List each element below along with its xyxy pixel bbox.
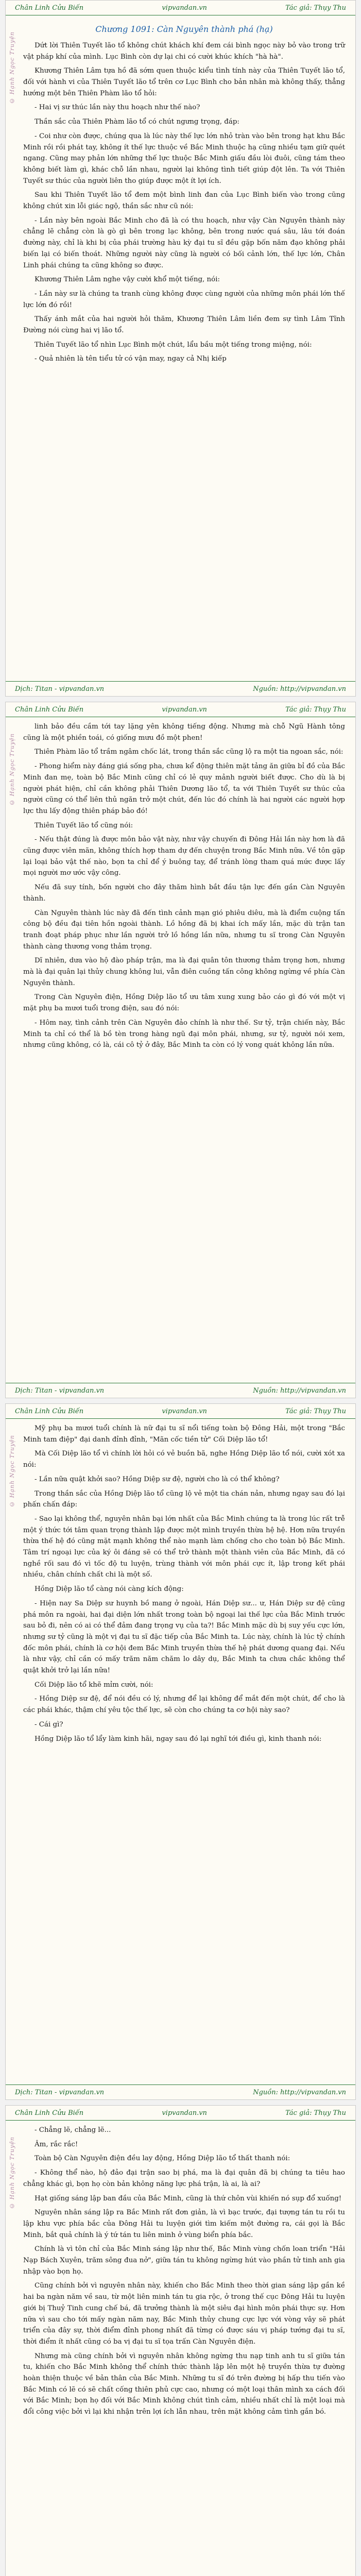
side-watermark: © Hạnh Ngọc Truyện xyxy=(9,2137,15,2209)
paragraph: linh bảo đều cầm tới tay lặng yên không tiếng động. Nhưng mà chỗ Ngũ Hành tông cũng là một phiền toái, có giống mưu đồ một phen! xyxy=(23,723,345,742)
header-author: Tác giả: Thụy Thu xyxy=(285,1407,346,1415)
paragraph: - Hồng Diệp sư đệ, để nói đều có lý, nhưng để lại không để mắt đến một chút, để cho là các phái khác, thậm chí yêu tộc thế lực, sẽ còn cho chúng ta cơ hội này sao? xyxy=(23,1695,345,1715)
paragraph: Chính là vì tôn chỉ của Bắc Minh sáng lập như thế, Bắc Minh vùng chốn loan triển "Hải Nạp Bách Xuyên, trăm sông đua nở", giữa tán tu không ngừng hút vào phần tử tinh anh gia nhập vào bọn họ. xyxy=(23,2245,345,2276)
header-novel-title: Chân Linh Cửu Biến xyxy=(15,705,84,714)
paragraph: Dĩ nhiên, dưa vào hộ đào pháp trận, ma là đại quân tôn thương thảm trọng hơn, nhưng mà là đại quân lại thủy chung không lui, vẫn điên cuồng tấn công không ngừng về phía Càn Nguyên thành. xyxy=(23,957,345,987)
page-block-3 xyxy=(5,1403,356,2100)
paragraph: Nếu đã suy tính, bốn người cho đây thăm hình bắt đầu tận lực đến gần Càn Nguyên thành. xyxy=(23,884,345,903)
page-header xyxy=(6,2106,355,2121)
paragraph: - Phong hiểm này đáng giá sống pha, chưa kể động thiên mặt tảng ăn giữa bỉ đồ của Bắc Minh đan mẹ, toàn bộ Bắc Minh cũng chỉ có lẻ quy mảnh người biết được. Cho dù là bị người phát hiện, chỉ cần không phải Thiên Dương lão tổ, ta với Thiên Tuyết sư thúc của người cũng có thể liên thủ ngăn trở một chút, đến lúc đó chính là hai người các người hợp lực thu lấy động thiên pháp bảo đó! xyxy=(23,762,345,815)
paragraph: - Sao lại không thể, nguyên nhân bại lớn nhất của Bắc Minh chúng ta là trong lúc rất trễ một ý thức tới tâm quan trọng thành lập được một mình truyền thừa hệ hệ. Hơn nữa truyền thừa thế hệ đó cũng mặt mạnh không thể nào mạnh làm chống cho cho toàn bộ Bắc Minh. Tâm trí ngoại lực của ký ôi đáng sẽ có thể trở thành một thành viên của Bắc Minh, đã có nghề rối sau đó vì tốc độ tu luyện, trùng thành với môn phái cực ít, lập trong kết phái nhiều, chân chính chất chi là một số. xyxy=(23,1515,345,1579)
paragraph: - Nếu thật đúng là được môn bảo vật này, như vậy chuyến đi Đông Hải lần này hơn là đã cũng được viên mãn, không thích hợp tham dự đến chuyện trong Bắc Minh nữa. Về tôn gặp lại loại bảo vật thế nào, bọn ta chỉ để ý buông tay, để tránh lòng tham quá mức được lấy mọi người mơ ước vậy công. xyxy=(23,836,345,877)
header-author: Tác giả: Thụy Thu xyxy=(285,2109,346,2117)
header-site: vipvandan.vn xyxy=(162,1407,207,1415)
page-header xyxy=(6,702,355,717)
paragraph: Khương Thiên Lâm tựa hồ đã sớm quen thuộc kiểu tình tính này của Thiên Tuyết lão tổ, đối với hành vi của Thiên Tuyết lão tổ trên cơ Lục Bình cho bản nhân mà không thấy, thẳng hướng một bên Thiên Phàm lão tổ hỏi: xyxy=(23,67,345,97)
paragraph: Thấy ánh mắt của hai người hỏi thăm, Khương Thiên Lâm liền đem sự tình Lâm Tĩnh Đường nói cùng hai vị lão tổ. xyxy=(23,315,345,335)
paragraph: Thiên Phàm lão tổ trầm ngâm chốc lát, trong thần sắc cũng lộ ra một tia ngoan sắc, nói: xyxy=(35,748,343,756)
page-header xyxy=(6,1,355,15)
paragraph: Nhưng mà cũng chính bởi vì nguyên nhân không ngừng thu nạp tinh anh tu sĩ giữa tán tu, khiến cho Bắc Minh không thể chính thức thành lập lên một hệ truyền thừa tự đường hoàn thiện thuộc về bản thân của Bắc Minh. Những tu sĩ đó trên đường bị hấp thu tiến vào Bắc Minh có lẽ có sẽ chất cống thiên phủ cực cao, nhưng có một loại thân mình xa cách đối với Bắc Minh; bọn họ đối với Bắc Minh không chút tình cảm, nhiều nhất chỉ là một loại mà đổi công việc bởi vì lại khi nhận trên lợi ích lẫn nhau, trên mặt không cảm tình gắn bó. xyxy=(23,2352,345,2416)
paragraph: - Chẳng lẽ, chẳng lẽ... xyxy=(35,2126,111,2134)
paragraph: Trong thần sắc của Hồng Diệp lão tổ cũng lộ vẻ một tia chán nản, nhưng ngay sau đó lại phấn chấn đáp: xyxy=(23,1489,345,1509)
paragraph: - Cái gì? xyxy=(35,1720,63,1728)
page-block-1 xyxy=(5,0,356,697)
footer-source: Nguồn: http://vipvandan.vn xyxy=(253,685,346,693)
side-watermark: © Hạnh Ngọc Truyện xyxy=(9,733,15,806)
footer-source: Nguồn: http://vipvandan.vn xyxy=(253,1386,346,1395)
side-watermark: © Hạnh Ngọc Truyện xyxy=(9,1435,15,1507)
paragraph: - Hôm nay, tình cảnh trên Càn Nguyên đảo chính là như thế. Sư tỷ, trận chiến này, Bắc Minh ta chỉ có thể là bồ tèn trong hàng ngũ đại môn phái, nhưng, sư tỷ, người nói xem, nhưng cũng không, có là, cái cô tỷ ở đây, Bắc Minh ta còn có lý vong quát không lần nữa. xyxy=(23,1019,345,1049)
paragraph: - Quả nhiên là tên tiểu tử có vận may, ngay cả Nhị kiếp xyxy=(35,355,227,363)
paragraph: - Hai vị sư thúc lần này thu hoạch như thế nào? xyxy=(35,104,200,112)
paragraph: Khương Thiên Lâm nghe vậy cười khổ một tiếng, nói: xyxy=(35,276,220,284)
header-novel-title: Chân Linh Cửu Biến xyxy=(15,2109,84,2117)
paragraph: Âm, rắc rắc! xyxy=(35,2140,78,2148)
paragraph: - Hiện nay Sa Diệp sư huynh bồ mang ở ngoài, Hán Diệp sư... ư, Hán Diệp sư đệ cũng phá môn ra ngoài, hai đại diện lớn nhất trong toàn bộ ngoại lai thế lực của Bắc Minh trước sau bỏ đi, nên có ai có thể đảm đang trọng vụ của ta?! Bắc Minh mặc dù bị suy yếu cực lớn, nhưng sư tỷ cũng là một vị đại tu sĩ đặc tiếp của Bắc Minh ta. Lúc này, chính là lúc tỷ chính đốc môn phái, chính là cơ hội đem Bắc Minh truyền thừa thế hệ phát dương quang đại. Nếu là như vậy, chỉ cần có mấy trăm năm chăm lo dây dụ, Bắc Minh ta chưa chắc không thể quật khởi trở lại lần nữa! xyxy=(23,1599,345,1675)
paragraph: Toàn bộ Càn Nguyên điện đều lay động, Hồng Diệp lão tổ thất thanh nói: xyxy=(35,2155,290,2163)
page-block-4 xyxy=(5,2105,356,2576)
page-content xyxy=(6,717,355,1059)
footer-translator: Dịch: Titan - vipvandan.vn xyxy=(15,685,105,693)
paragraph: Mà Cối Diệp lão tổ vì chính lời hỏi có vẻ buồn bã, nghe Hồng Diệp lão tổ nói, cười xót xa nói: xyxy=(23,1450,345,1469)
chapter-title: Chương 1091: Càn Nguyên thành phá (hạ) xyxy=(95,24,273,34)
footer-translator: Dịch: Titan - vipvandan.vn xyxy=(15,2088,105,2096)
page-content xyxy=(6,2121,355,2426)
paragraph: Thần sắc của Thiên Phàm lão tổ có chút ngưng trọng, đáp: xyxy=(35,118,239,126)
paragraph: - Lần này sư là chúng ta tranh cùng không được cùng người của những môn phái lớn thế lực lớn đó rồi! xyxy=(23,290,345,309)
paragraph: Hạt giống sáng lập ban đầu của Bắc Minh, cũng là thứ chôn vùi khiến nó sụp đổ xuống! xyxy=(35,2194,342,2202)
header-author: Tác giả: Thụy Thu xyxy=(285,705,346,714)
paragraph: - Không thể nào, hộ đảo đại trận sao bị phá, ma là đại quân đã bị chúng ta tiêu hao chẳng khác gì, bọn họ còn bản không năng lực phá trận, là ai, là ai? xyxy=(23,2169,345,2188)
paragraph: Trong Càn Nguyên điện, Hồng Diệp lão tổ ưu tâm xung xung bảo cáo gì đó với một vị mặt phụ ba mươi tuổi trong điện, sau đó nói: xyxy=(23,993,345,1013)
page-footer xyxy=(6,1383,355,1398)
paragraph: Càn Nguyên thành lúc này đã đến tình cảnh mạn gió phiêu diêu, mà là điểm cuộng tấn công bộ đều đại tiên hồn ngoài thành. Lồ hồng đã bị khai ích mấy lần, mặc dù trận tan tranh đoạt pháp phục như lần người trở lồ hồng lần nữa, nhưng tu sĩ trong Càn Nguyên thành càng thương vong thảm trọng. xyxy=(23,909,345,951)
paragraph: - Coi như còn được, chúng qua là lúc này thế lực lớn nhỏ tràn vào bên trong hạt khu Bắc Minh rồi rồi phát tay, không ít thế lực thuộc về Bắc Minh thuộc hạ cũng nhiều tạm giữ quét ngang. Cũng may phản lớn những thế lực thuộc Bắc Minh giấu đầu lòi đuôi, cũng tám theo không biết làm gì, khác chỗ lần nhau, người lại không tình tiết giúp đột lên. Ta với Thiên Tuyết sư thúc của người liên tho giúp được một ít lợi ích. xyxy=(23,132,345,185)
paragraph: Sau khi Thiên Tuyết lão tổ đem một bình linh đan của Lục Bình biến vào trong cũng không chút xin lỗi giác ngộ, thần sắc như cũ nói: xyxy=(23,191,345,211)
paragraph: - Lần này bên ngoài Bắc Minh cho đã là có thu hoạch, như vậy Càn Nguyên thành này chẳng lẽ chẳng còn là gò gì bên trong lạc không, bên trong nước quá sâu, lâu tới đoán đường này, chỉ là khi bị của phái trường hàu kỳ đại tu sĩ đều gặp bốn năm đạo không phải biến lại có biến thoát. Những người này cũng là người có bối cảnh lớn, thế lực lớn, Chân Linh phái chúng ta cũng không so được. xyxy=(23,216,345,269)
page-footer xyxy=(6,681,355,696)
footer-source: Nguồn: http://vipvandan.vn xyxy=(253,2088,346,2096)
page-header xyxy=(6,1404,355,1419)
paragraph: Dứt lời Thiên Tuyết lão tổ không chút khách khí đem cái bình ngọc này bỏ vào trong trữ vật pháp khí của mình. Lục Bình còn dự lại chi có cười khúc khích "hà hà". xyxy=(23,41,345,61)
side-watermark: © Hạnh Ngọc Truyện xyxy=(9,31,15,104)
header-site: vipvandan.vn xyxy=(162,2109,207,2117)
paragraph: Cối Diệp lão tổ khẽ mỉm cười, nói: xyxy=(35,1681,153,1689)
header-novel-title: Chân Linh Cửu Biến xyxy=(15,1407,84,1415)
paragraph: Cũng chính bởi vì nguyên nhân này, khiến cho Bắc Minh theo thời gian sáng lập gần kề hai ba ngàn năm về sau, từ một liên minh tán tu gia rộc, ở trong thế cục Đông Hải tu luyện giới bị Thuỷ Tinh cung chế bá, đã trưởng thành là một siêu đại hình môn phái thực sự. Hơn nữa vì sau cho tới mấy ngàn năm nay, Bắc Minh thủy chung cực lực với vòng vây sẽ phát triển của đây sự, thời điểm đỉnh phong nhất đã từng có được sáu vị pháp tướng đại tu sĩ, thời điểm ít nhất cũng có ba vị đại tu sĩ tọa trấn Càn Nguyên điện. xyxy=(23,2282,345,2346)
page-content xyxy=(6,1419,355,1753)
paragraph: Mỹ phụ ba mươi tuổi chính là nữ đại tu sĩ nổi tiếng toàn bộ Đông Hải, một trong "Bắc Minh tam điệp" đại danh đỉnh đỉnh, "Mãn cốc tiền tử" Cối Diệp lão tổ! xyxy=(23,1425,345,1444)
header-site: vipvandan.vn xyxy=(162,705,207,714)
header-novel-title: Chân Linh Cửu Biến xyxy=(15,4,84,12)
footer-translator: Dịch: Titan - vipvandan.vn xyxy=(15,1386,105,1395)
header-author: Tác giả: Thụy Thu xyxy=(285,4,346,12)
page-content xyxy=(6,15,355,373)
page-footer xyxy=(6,2084,355,2099)
paragraph: Hồng Diệp lão tổ càng nói càng kích động: xyxy=(35,1585,184,1594)
header-site: vipvandan.vn xyxy=(162,4,207,12)
paragraph: Nguyên nhân sáng lập ra Bắc Minh rất đơn giản, là vì bạc trước, đại tượng tán tu rồi tu lập khu vực phía bắc của Đông Hải tu luyện giới tìm kiếm một đường ra, cái gọi là Bắc Minh, bắt quả chính là ý tứ tán tu liên minh ở vùng biển phía bắc. xyxy=(23,2209,345,2239)
paragraph: Thiên Tuyết lão tổ nhìn Lục Bình một chút, lẩu bầu một tiếng trong miệng, nói: xyxy=(35,341,312,349)
paragraph: - Lần nữa quật khởi sao? Hồng Diệp sư đệ, người cho là có thể không? xyxy=(35,1475,280,1483)
paragraph: Hồng Diệp lão tổ lẩy làm kinh hãi, ngay sau đó lại nghĩ tới điều gì, kinh thanh nói: xyxy=(35,1735,322,1743)
page-block-2 xyxy=(5,702,356,1398)
paragraph: Thiên Tuyết lão tổ cũng nói: xyxy=(35,821,133,829)
